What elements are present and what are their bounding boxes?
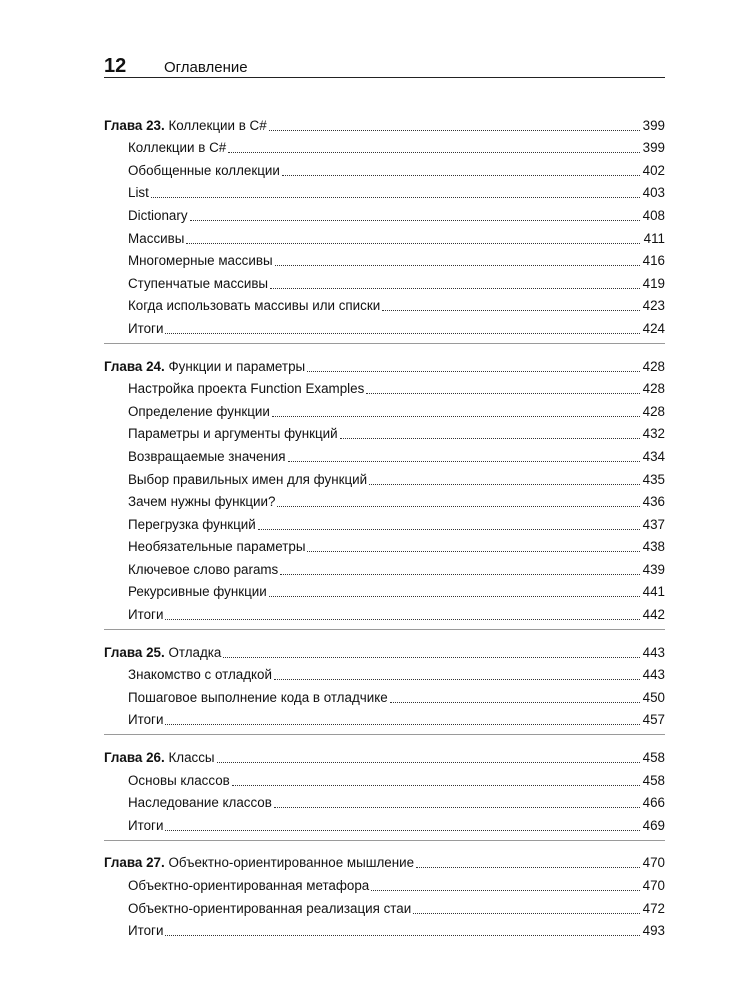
page-reference: 472	[642, 900, 665, 916]
chapter-label: Глава 25.	[104, 644, 165, 660]
section-entry[interactable]	[104, 201, 665, 224]
page-reference: 434	[642, 448, 665, 464]
dot-leader	[416, 855, 640, 868]
dot-leader	[190, 208, 640, 221]
chapter-title: Коллекции в C#	[168, 117, 267, 133]
page-reference: 411	[643, 230, 665, 246]
section-title: Перегрузка функций	[128, 516, 256, 532]
page-reference: 416	[642, 253, 665, 269]
section-entry[interactable]	[104, 917, 665, 940]
running-head: Оглавление	[164, 59, 248, 76]
chapter-title: Функции и параметры	[168, 358, 306, 374]
page-reference: 399	[642, 140, 665, 156]
chapter-heading	[104, 750, 215, 766]
section-entry[interactable]	[104, 179, 665, 202]
section-entry[interactable]	[104, 706, 665, 729]
dot-leader	[307, 359, 640, 372]
section-title: Итоги	[128, 607, 164, 623]
header-rule	[104, 77, 665, 78]
section-entry[interactable]	[104, 766, 665, 789]
section-entry[interactable]	[104, 292, 665, 315]
section-entry[interactable]	[104, 442, 665, 465]
section-entry[interactable]	[104, 375, 665, 398]
page-reference: 439	[642, 561, 665, 577]
section-title: Выбор правильных имен для функций	[128, 471, 368, 487]
dot-leader	[340, 426, 640, 439]
section-title: Необязательные параметры	[128, 539, 306, 555]
section-entry[interactable]	[104, 397, 665, 420]
section-entry[interactable]	[104, 420, 665, 443]
chapter-block	[104, 111, 665, 344]
section-title: Итоги	[128, 923, 164, 939]
page-reference: 466	[642, 795, 665, 811]
dot-leader	[277, 494, 639, 507]
section-title: Параметры и аргументы функций	[128, 426, 338, 442]
dot-leader	[228, 140, 639, 153]
page-reference: 450	[642, 689, 665, 705]
dot-leader	[413, 901, 639, 914]
dot-leader	[165, 923, 639, 936]
chapter-title: Объектно-ориентированное мышление	[168, 855, 415, 871]
section-entry[interactable]	[104, 134, 665, 157]
page-reference: 457	[642, 712, 665, 728]
page-reference: 437	[642, 516, 665, 532]
dot-leader	[307, 539, 639, 552]
dot-leader	[165, 818, 639, 831]
dot-leader	[186, 231, 640, 244]
chapter-entry[interactable]	[104, 638, 665, 661]
chapter-divider	[104, 734, 665, 735]
chapter-divider	[104, 840, 665, 841]
page-reference: 428	[642, 358, 665, 374]
chapter-block	[104, 849, 665, 939]
section-title: Ступенчатые массивы	[128, 275, 269, 291]
page-header	[104, 54, 665, 76]
dot-leader	[390, 690, 640, 703]
section-entry[interactable]	[104, 578, 665, 601]
page-number: 12	[104, 55, 127, 77]
page-reference: 403	[642, 185, 665, 201]
chapter-divider	[104, 343, 665, 344]
page-reference: 399	[642, 117, 665, 133]
dot-leader	[269, 118, 640, 131]
section-title: Рекурсивные функции	[128, 584, 267, 600]
section-entry[interactable]	[104, 555, 665, 578]
section-title: Зачем нужны функции?	[128, 494, 276, 510]
dot-leader	[165, 607, 639, 620]
section-title: Итоги	[128, 320, 164, 336]
chapter-block	[104, 352, 665, 630]
chapter-label: Глава 26.	[104, 750, 165, 766]
chapter-entry[interactable]	[104, 743, 665, 766]
section-entry[interactable]	[104, 269, 665, 292]
section-title: Настройка проекта Function Examples	[128, 381, 365, 397]
section-entry[interactable]	[104, 314, 665, 337]
page-reference: 469	[642, 817, 665, 833]
chapter-entry[interactable]	[104, 111, 665, 134]
section-title: Итоги	[128, 817, 164, 833]
page-reference: 408	[642, 207, 665, 223]
page-reference: 402	[642, 162, 665, 178]
page-reference: 493	[642, 923, 665, 939]
section-title: Объектно-ориентированная реализация стаи	[128, 900, 412, 916]
dot-leader	[274, 795, 640, 808]
page-reference: 436	[642, 494, 665, 510]
chapter-block	[104, 638, 665, 735]
table-of-contents	[104, 111, 665, 939]
page-reference: 438	[642, 539, 665, 555]
section-title: Обобщенные коллекции	[128, 162, 280, 178]
dot-leader	[217, 750, 640, 763]
page-reference: 443	[642, 667, 665, 683]
section-entry[interactable]	[104, 465, 665, 488]
section-title: Пошаговое выполнение кода в отладчике	[128, 689, 388, 705]
section-entry[interactable]	[104, 533, 665, 556]
page-reference: 443	[642, 644, 665, 660]
section-entry[interactable]	[104, 510, 665, 533]
section-title: Ключевое слово params	[128, 561, 279, 577]
page-reference: 428	[642, 381, 665, 397]
dot-leader	[282, 163, 640, 176]
chapter-heading	[104, 118, 267, 134]
page-reference: 435	[642, 471, 665, 487]
page-reference: 470	[642, 878, 665, 893]
dot-leader	[223, 645, 639, 658]
section-entry[interactable]	[104, 789, 665, 812]
page-reference: 470	[642, 855, 665, 871]
chapter-label: Глава 24.	[104, 358, 165, 374]
section-entry[interactable]	[104, 156, 665, 179]
section-entry[interactable]	[104, 683, 665, 706]
dot-leader	[165, 321, 639, 334]
section-title: Возвращаемые значения	[128, 448, 286, 464]
dot-leader	[232, 773, 640, 786]
dot-leader	[369, 472, 640, 485]
section-title: Итоги	[128, 712, 164, 728]
page-reference: 442	[642, 607, 665, 623]
section-title: Коллекции в C#	[128, 140, 227, 156]
section-title: Определение функции	[128, 403, 270, 419]
dot-leader	[165, 712, 639, 725]
dot-leader	[272, 404, 640, 417]
section-title: Основы классов	[128, 772, 230, 788]
dot-leader	[366, 381, 639, 394]
chapter-title: Отладка	[168, 644, 222, 660]
section-entry[interactable]	[104, 224, 665, 247]
section-entry[interactable]	[104, 661, 665, 684]
dot-leader	[270, 276, 640, 289]
section-title: List	[128, 185, 149, 201]
chapter-title: Классы	[168, 750, 215, 766]
dot-leader	[280, 562, 639, 575]
dot-leader	[151, 185, 640, 198]
page-reference: 458	[642, 772, 665, 788]
section-entry[interactable]	[104, 247, 665, 270]
section-entry[interactable]	[104, 871, 665, 894]
section-entry[interactable]	[104, 600, 665, 623]
dot-leader	[382, 298, 639, 311]
dot-leader	[275, 253, 640, 266]
section-title: Многомерные массивы	[128, 253, 273, 269]
chapter-entry[interactable]	[104, 352, 665, 375]
chapter-divider	[104, 629, 665, 630]
page-reference: 424	[642, 320, 665, 336]
section-entry[interactable]	[104, 811, 665, 834]
page-reference: 441	[642, 584, 665, 600]
page-reference: 458	[642, 750, 665, 766]
chapter-entry[interactable]	[104, 849, 665, 872]
chapter-heading	[104, 855, 414, 871]
page-reference: 419	[642, 275, 665, 291]
section-title: Dictionary	[128, 207, 188, 223]
chapter-label: Глава 23.	[104, 117, 165, 133]
chapter-heading	[104, 359, 305, 375]
dot-leader	[274, 667, 640, 680]
section-title: Когда использовать массивы или списки	[128, 298, 381, 314]
section-title: Знакомство с отладкой	[128, 667, 272, 683]
chapter-label: Глава 27.	[104, 855, 165, 871]
section-title: Наследование классов	[128, 795, 272, 811]
dot-leader	[269, 584, 640, 597]
chapter-block	[104, 743, 665, 840]
page-reference: 432	[642, 426, 665, 442]
section-title: Массивы	[128, 230, 185, 246]
section-entry[interactable]	[104, 488, 665, 511]
page-reference: 423	[642, 298, 665, 314]
page-reference: 428	[642, 403, 665, 419]
chapter-heading	[104, 645, 221, 661]
section-title: Объектно-ориентированная метафора	[128, 878, 370, 893]
dot-leader	[288, 449, 640, 462]
dot-leader	[258, 517, 640, 530]
section-entry[interactable]	[104, 894, 665, 917]
dot-leader	[371, 878, 639, 891]
